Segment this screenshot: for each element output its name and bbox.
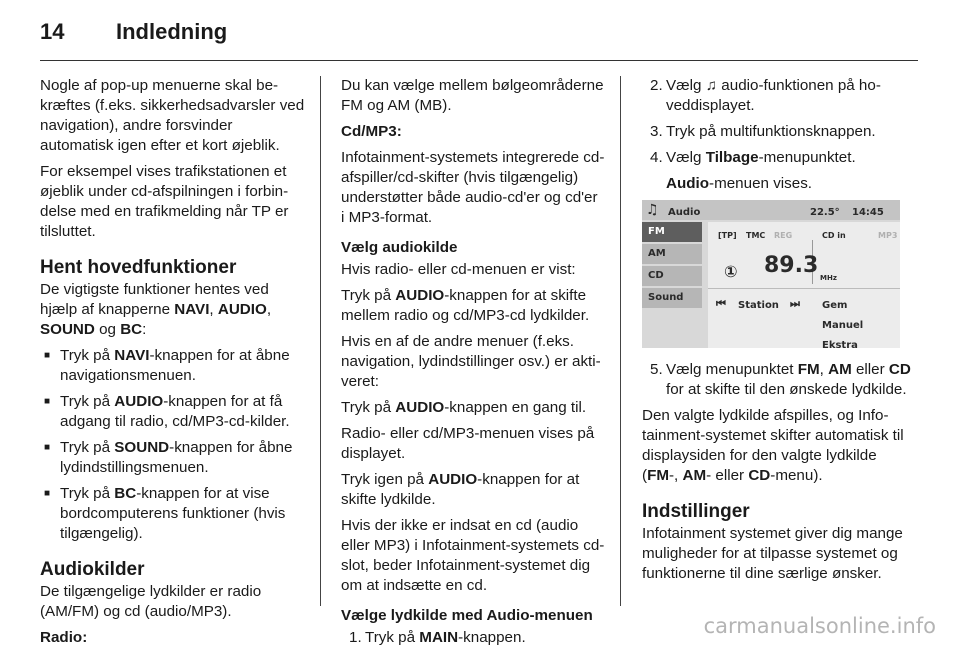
paragraph: Hvis der ikke er indsat en cd (audio eller MP3) i Infotainment-systemets cd-slot, beder Infotainment-systemet dig om at indsætte en cd. [341,517,605,594]
heading-audio-sources: Audiokilder [40,559,145,580]
list-item: 1. Tryk på MAIN-knappen. [349,629,526,646]
screen-cd-button: CD [642,266,702,286]
list-item: ■ Tryk på BC-knappen for at vise bordcomputerens funktioner (hvis tilgængelig). [40,484,306,544]
paragraph: Infotainment-systemets integrerede cd-afspiller/cd-skifter (hvis tilgængelig) understøtter både audio-cd'er og cd'er i MP3-format. [341,149,605,226]
screen-frequency-unit: MHz [820,274,837,282]
list-item: Audio-menuen vises. [666,175,813,192]
screen-sound-button: Sound [642,288,702,308]
paragraph: De tilgængelige lydkilder er radio (AM/FM) og cd (audio/MP3). [40,583,262,620]
screen-fm-button: FM [642,222,702,242]
radio-label: Radio: [40,629,88,646]
screen-frequency: 89.3 [764,253,819,278]
screen-am-button: AM [642,244,702,264]
paragraph: Du kan vælge mellem bølgeområderne FM og AM (MB). [341,77,604,114]
screen-manuel-item: Manuel [822,320,864,331]
audio-menu-screenshot [642,200,900,351]
screen-divider [708,288,900,289]
column-divider [320,76,321,606]
screen-temperature: 22.5° [810,207,840,218]
column-3 [642,76,912,590]
screen-tmc-indicator: TMC [746,231,766,240]
screen-mp3-indicator: MP3 [878,231,898,240]
paragraph: For eksempel vises trafikstationen et øjeblik under cd-afspilningen i forbindelse med en trafikmelding når TP er tilsluttet. [40,163,289,240]
preset-one-icon: ① [724,262,738,281]
screen-source-menu [642,222,706,310]
column-divider [620,76,621,606]
previous-station-icon: ⏮ [716,297,726,310]
music-note-icon: ♫ [646,202,659,218]
paragraph: Tryk på AUDIO-knappen en gang til. [341,399,587,416]
watermark: carmanualsonline.info [703,614,936,638]
screen-tp-indicator: [TP] [718,231,737,240]
screen-gem-item: Gem [822,300,848,311]
page-number: 14 [40,19,65,44]
screen-ekstra-item: Ekstra [822,340,858,351]
screen-reg-indicator: REG [774,231,793,240]
heading-audio-menu: Vælge lydkilde med Audio-menuen [341,607,593,624]
heading-select-source: Vælg audiokilde [341,239,458,256]
list-item: ■ Tryk på NAVI-knappen for at åbne navigationsmenuen. [40,346,306,386]
paragraph: De vigtigste funktioner hentes ved hjælp af knapperne NAVI, AUDIO, SOUND og BC: [40,281,272,338]
list-item: 2. Vælg ♫ audio-funktionen på hoveddisplayet. [650,77,881,114]
heading-main-functions: Hent hovedfunktioner [40,257,237,278]
cd-label: Cd/MP3: [341,123,402,140]
screen-status-bar [642,200,900,220]
list-item: ■ Tryk på SOUND-knappen for åbne lydindstillingsmenuen. [40,438,306,478]
paragraph: Tryk på AUDIO-knappen for at skifte mellem radio og cd/MP3-cd lydkilder. [341,287,590,324]
music-note-icon: ♫ [705,77,718,94]
list-item: 3. Tryk på multifunktionsknappen. [650,123,876,140]
screen-cdin-indicator: CD in [822,231,846,240]
list-item: 5. Vælg menupunktet FM, AM eller CD for at skifte til den ønskede lydkilde. [650,361,911,398]
paragraph: Tryk igen på AUDIO-knappen for at skifte lydkilde. [341,471,580,508]
list-item: ■ Tryk på AUDIO-knappen for at få adgang til radio, cd/MP3-cd-kilder. [40,392,306,432]
paragraph: Hvis radio- eller cd-menuen er vist: [341,261,576,278]
paragraph: Infotainment systemet giver dig mange muligheder for at tilpasse systemet og funktionerne til dine særlige ønsker. [642,525,903,582]
page-header [40,18,918,61]
list-item: 4. Vælg Tilbage-menupunktet. [650,149,856,166]
screen-clock: 14:45 [852,207,884,218]
column-1 [40,76,306,654]
paragraph: Nogle af pop-up menuerne skal bekræftes (f.eks. sikkerhedsadvarsler ved navigation), andre forsvinder automatisk igen efter et kort øjeblik. [40,77,305,154]
paragraph: Radio- eller cd/MP3-menuen vises på displayet. [341,425,595,462]
paragraph: Hvis en af de andre menuer (f.eks. navigation, lydindstillinger osv.) er aktiveret: [341,333,601,390]
heading-settings: Indstillinger [642,501,750,522]
screen-station-label: Station [738,300,779,311]
paragraph: Den valgte lydkilde afspilles, og Infotainment-systemet skifter automatisk til displaysiden for den valgte lydkilde (FM-, AM- eller CD-menu). [642,407,904,484]
screen-title: Audio [668,207,701,218]
column-2 [341,76,605,654]
screen-main-panel [708,222,900,351]
next-station-icon: ⏭ [790,297,800,310]
page-title: Indledning [116,19,228,44]
